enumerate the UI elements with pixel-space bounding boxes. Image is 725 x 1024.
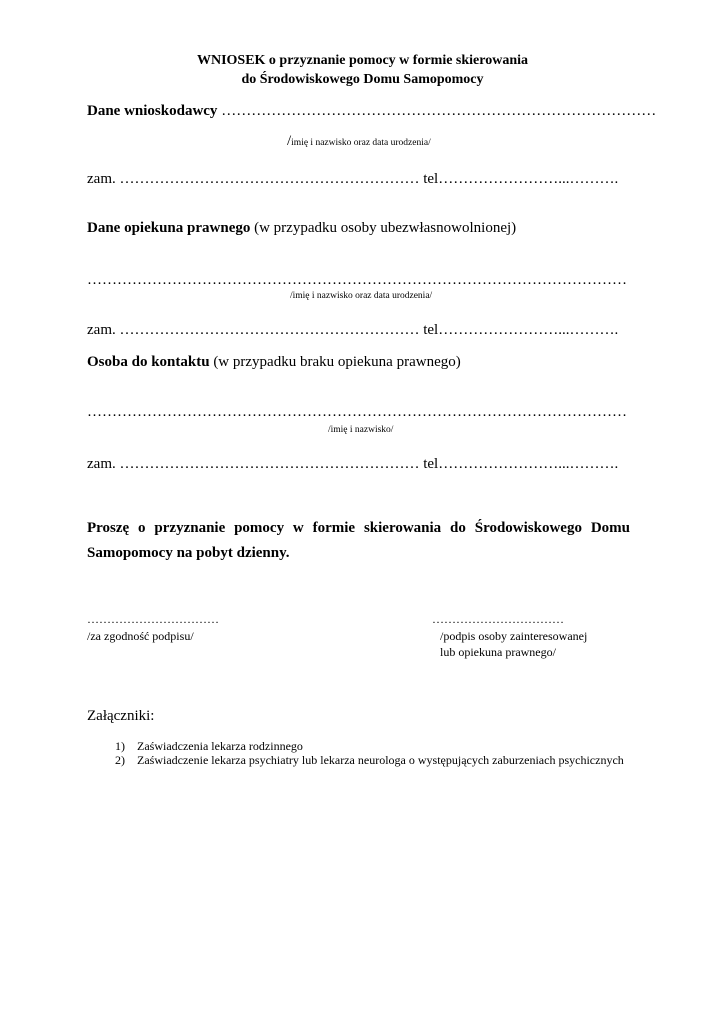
applicant-hint-text: imię i nazwisko oraz data urodzenia/ (291, 138, 431, 148)
attachment-item-2 (115, 753, 624, 767)
guardian-address-label: zam. (87, 322, 116, 338)
contact-address-field[interactable]: …………………………………………………… (119, 456, 420, 472)
contact-label: Osoba do kontaktu (87, 354, 210, 370)
right-signature-label-2: lub opiekuna prawnego/ (440, 645, 556, 659)
applicant-address-row (87, 171, 618, 188)
applicant-hint-slash: / (287, 133, 292, 149)
right-signature-label-1: /podpis osoby zainteresowanej (440, 629, 588, 643)
applicant-hint (287, 132, 431, 150)
guardian-address-field[interactable]: …………………………………………………… (119, 322, 420, 338)
contact-hint: /imię i nazwisko/ (328, 425, 394, 435)
left-signature-label: /za zgodność podpisu/ (87, 629, 194, 643)
attachment-item-2-number: 2) (115, 753, 125, 767)
applicant-address-label: zam. (87, 171, 116, 187)
contact-phone-label: tel (423, 456, 439, 472)
guardian-phone-field[interactable]: ……………………...………. (438, 322, 619, 338)
request-text: Proszę o przyznanie pomocy w formie skierowania do Środowiskowego Domu Samopomocy na pobyt dzienny. (87, 520, 630, 561)
applicant-address-field[interactable]: …………………………………………………… (119, 171, 420, 187)
applicant-phone-field[interactable]: ……………………...………. (438, 171, 619, 187)
applicant-name-field[interactable]: …………………………………………………………………………… (221, 103, 657, 119)
contact-heading-row (87, 354, 461, 371)
document-title-line-1: WNIOSEK o przyznanie pomocy w formie skierowania (196, 53, 529, 68)
document-title-line-2: do Środowiskowego Domu Samopomocy (241, 72, 484, 87)
contact-name-field[interactable]: ……………………………………………………………………………………………… (87, 404, 627, 420)
contact-note: (w przypadku braku opiekuna prawnego) (213, 354, 461, 370)
attachment-item-2-text: Zaświadczenie lekarza psychiatry lub lekarza neurologa o występujących zaburzeniach psychicznych (137, 753, 624, 767)
left-signature-line[interactable]: …………………………… (87, 612, 219, 626)
contact-address-label: zam. (87, 456, 116, 472)
attachment-item-1-number: 1) (115, 739, 125, 753)
guardian-label: Dane opiekuna prawnego (87, 220, 251, 236)
guardian-note: (w przypadku osoby ubezwłasnowolnionej) (254, 220, 517, 236)
attachment-item-1-text: Zaświadczenia lekarza rodzinnego (137, 739, 303, 753)
guardian-hint: /imię i nazwisko oraz data urodzenia/ (290, 291, 433, 301)
contact-address-row (87, 456, 618, 473)
applicant-row (87, 103, 656, 120)
attachments-heading: Załączniki: (87, 708, 155, 724)
right-signature-line[interactable]: …………………………… (432, 612, 564, 626)
guardian-name-field[interactable]: ……………………………………………………………………………………………… (87, 272, 627, 288)
attachments-list (115, 739, 624, 767)
attachment-item-1 (115, 739, 624, 753)
guardian-address-row (87, 322, 618, 339)
applicant-phone-label: tel (423, 171, 439, 187)
guardian-phone-label: tel (423, 322, 439, 338)
contact-phone-field[interactable]: ……………………...………. (438, 456, 619, 472)
guardian-heading-row (87, 220, 516, 237)
applicant-label: Dane wnioskodawcy (87, 103, 218, 119)
